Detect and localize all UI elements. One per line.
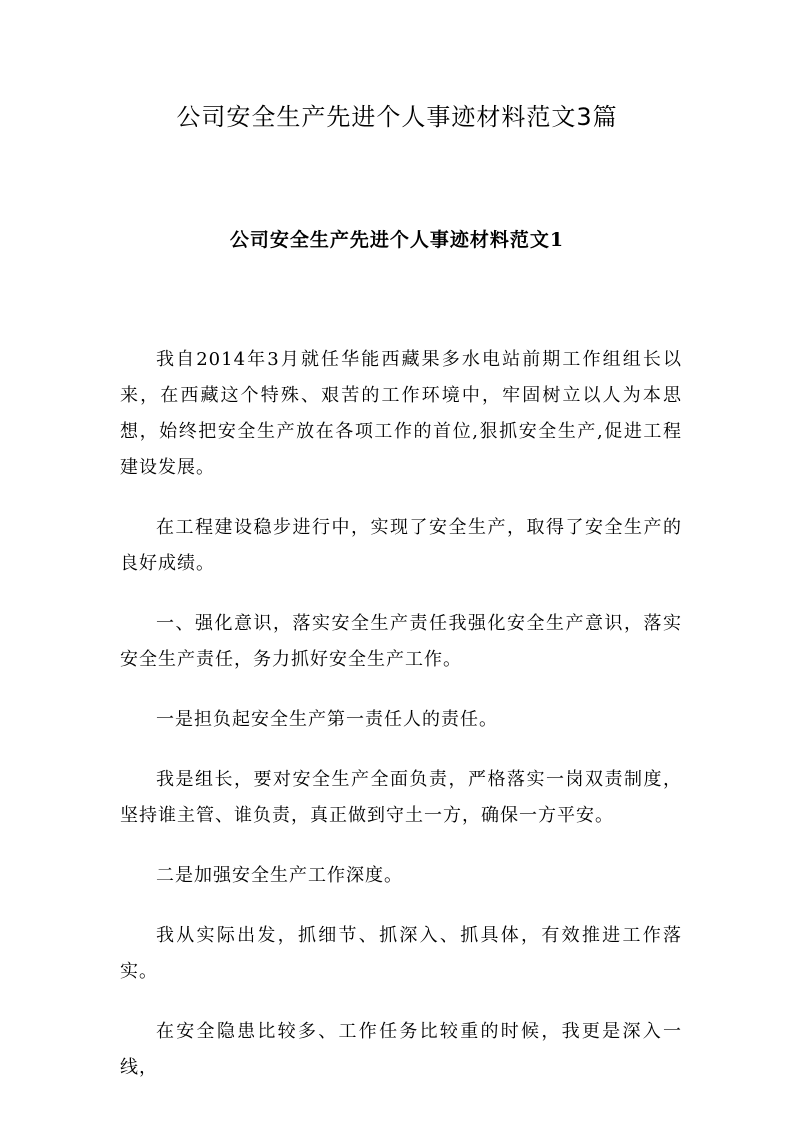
- paragraph: 一是担负起安全生产第一责任人的责任。: [156, 709, 498, 730]
- paragraph: 在工程建设稳步进行中，实现了安全生产，取得了安全生产的良好成绩。: [120, 517, 682, 574]
- paragraph: 一、强化意识，落实安全生产责任我强化安全生产意识，落实安全生产责任，务力抓好安全生产工作。: [120, 613, 682, 670]
- document-body: [120, 342, 682, 1110]
- paragraph: 我自2014年3月就任华能西藏果多水电站前期工作组组长以来，在西藏这个特殊、艰苦的工作环境中，牢固树立以人为本思想，始终把安全生产放在各项工作的首位,狠抓安全生产,促进工程建设发展。: [120, 349, 682, 478]
- paragraph: 我是组长，要对安全生产全面负责，严格落实一岗双责制度，坚持谁主管、谁负责，真正做到守土一方，确保一方平安。: [120, 769, 682, 826]
- paragraph: 我从实际出发，抓细节、抓深入、抓具体，有效推进工作落实。: [120, 925, 682, 982]
- paragraph: 二是加强安全生产工作深度。: [156, 865, 403, 886]
- document-title: 公司安全生产先进个人事迹材料范文3篇: [176, 103, 618, 131]
- paragraph: 在安全隐患比较多、工作任务比较重的时候，我更是深入一线，: [120, 1021, 682, 1078]
- section-title: 公司安全生产先进个人事迹材料范文1: [229, 229, 565, 251]
